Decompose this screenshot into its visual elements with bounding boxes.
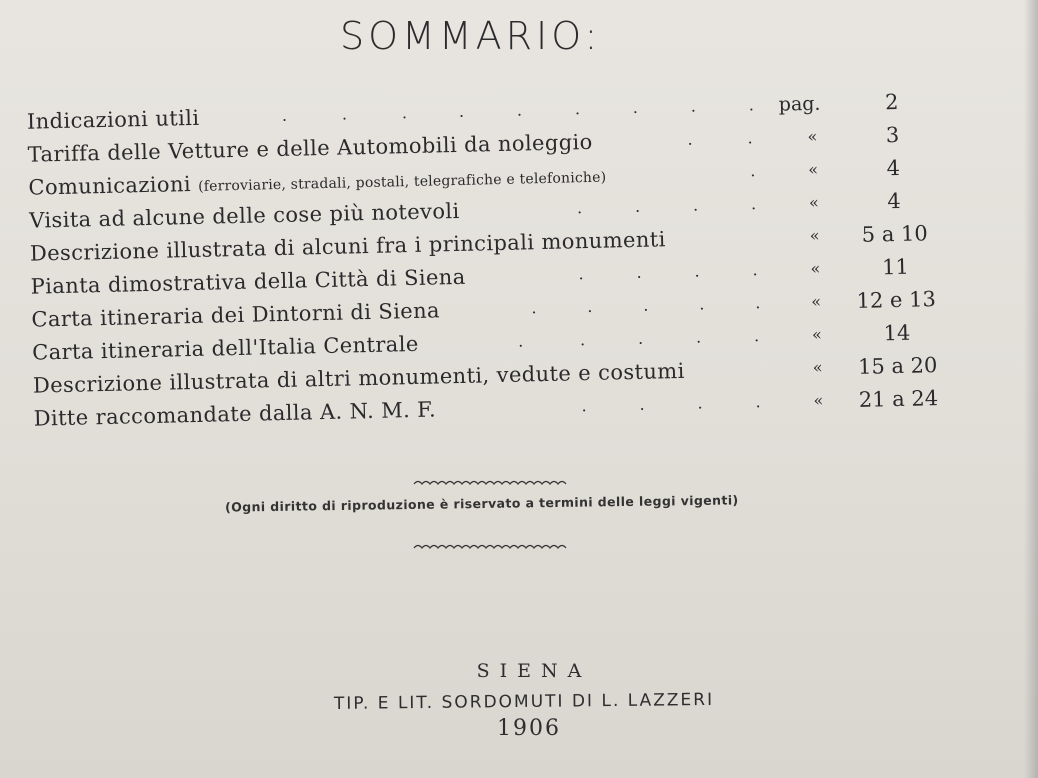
toc-row: Pianta dimostrativa della Città di Siena . . . . « 11 bbox=[30, 250, 950, 303]
toc-page: 12 e 13 bbox=[856, 287, 937, 313]
toc-label: Carta itineraria dei Dintorni di Siena bbox=[31, 298, 441, 332]
imprint-printer: TIP. E LIT. SORDOMUTI DI L. LAZZERI bbox=[333, 689, 715, 714]
imprint-city: SIENA bbox=[476, 660, 592, 682]
imprint-year: 1906 bbox=[497, 716, 561, 741]
toc-label: Pianta dimostrativa della Città di Siena bbox=[30, 264, 466, 299]
toc-row: Carta itineraria dell'Italia Centrale . . . . . « 14 bbox=[32, 316, 952, 369]
toc-prefix: « bbox=[811, 324, 823, 344]
toc-row: Indicazioni utili . . . . . . . . . pag. 2 bbox=[27, 85, 947, 138]
toc-prefix: « bbox=[809, 225, 820, 245]
toc-label: Indicazioni utili bbox=[26, 105, 200, 134]
toc-row: Ditte raccomandate dalla A. N. M. F. . . . . « 21 a 24 bbox=[33, 382, 953, 435]
toc-prefix: pag. bbox=[778, 92, 821, 116]
toc-page: 2 bbox=[884, 89, 899, 115]
toc-row: Carta itineraria dei Dintorni di Siena . . . . . « 12 e 13 bbox=[31, 283, 951, 336]
toc-label-main: Comunicazioni bbox=[28, 171, 192, 200]
toc-page: 4 bbox=[886, 155, 901, 181]
toc-page: 3 bbox=[885, 122, 900, 148]
toc-prefix: « bbox=[807, 126, 818, 146]
toc-label: Visita ad alcune delle cose più notevoli bbox=[28, 198, 460, 233]
toc-label: Ditte raccomandate dalla A. N. M. F. bbox=[33, 397, 437, 431]
toc-prefix: « bbox=[813, 390, 824, 410]
toc-page: 21 a 24 bbox=[858, 386, 939, 412]
toc-page: 15 a 20 bbox=[857, 353, 938, 379]
toc-label: Descrizione illustrata di alcuni fra i principali monumenti bbox=[29, 227, 666, 266]
page-title: SOMMARIO: bbox=[340, 14, 602, 58]
toc-page: 5 a 10 bbox=[861, 221, 928, 247]
toc-prefix: « bbox=[811, 291, 822, 311]
toc-page: 4 bbox=[887, 188, 901, 214]
toc-label-sub: (ferroviarie, stradali, postali, telegrafiche e telefoniche) bbox=[197, 169, 607, 195]
toc-page: 14 bbox=[883, 320, 911, 346]
toc-row: Tariffa delle Vetture e delle Automobili da noleggio . . « 3 bbox=[27, 118, 947, 171]
toc-page: 11 bbox=[881, 254, 910, 280]
toc-row: Comunicazioni (ferroviarie, stradali, postali, telegrafiche e telefoniche) . « 4 bbox=[28, 151, 948, 204]
ornament-divider bbox=[412, 542, 572, 552]
copyright-notice: (Ogni diritto di riproduzione è riservato a termini delle leggi vigenti) bbox=[224, 492, 739, 515]
toc-row: Visita ad alcune delle cose più notevoli . . . . « 4 bbox=[29, 184, 949, 237]
toc-prefix: « bbox=[810, 258, 821, 278]
toc-prefix: « bbox=[808, 159, 819, 179]
ornament-divider bbox=[412, 478, 572, 488]
toc-label: Carta itineraria dell'Italia Centrale bbox=[31, 331, 419, 365]
toc-prefix: « bbox=[808, 192, 820, 212]
toc-prefix: « bbox=[812, 357, 823, 377]
toc-label: Tariffa delle Vetture e delle Automobili da noleggio bbox=[27, 129, 593, 167]
toc-label: Descrizione illustrata di altri monumenti, vedute e costumi bbox=[32, 358, 685, 398]
